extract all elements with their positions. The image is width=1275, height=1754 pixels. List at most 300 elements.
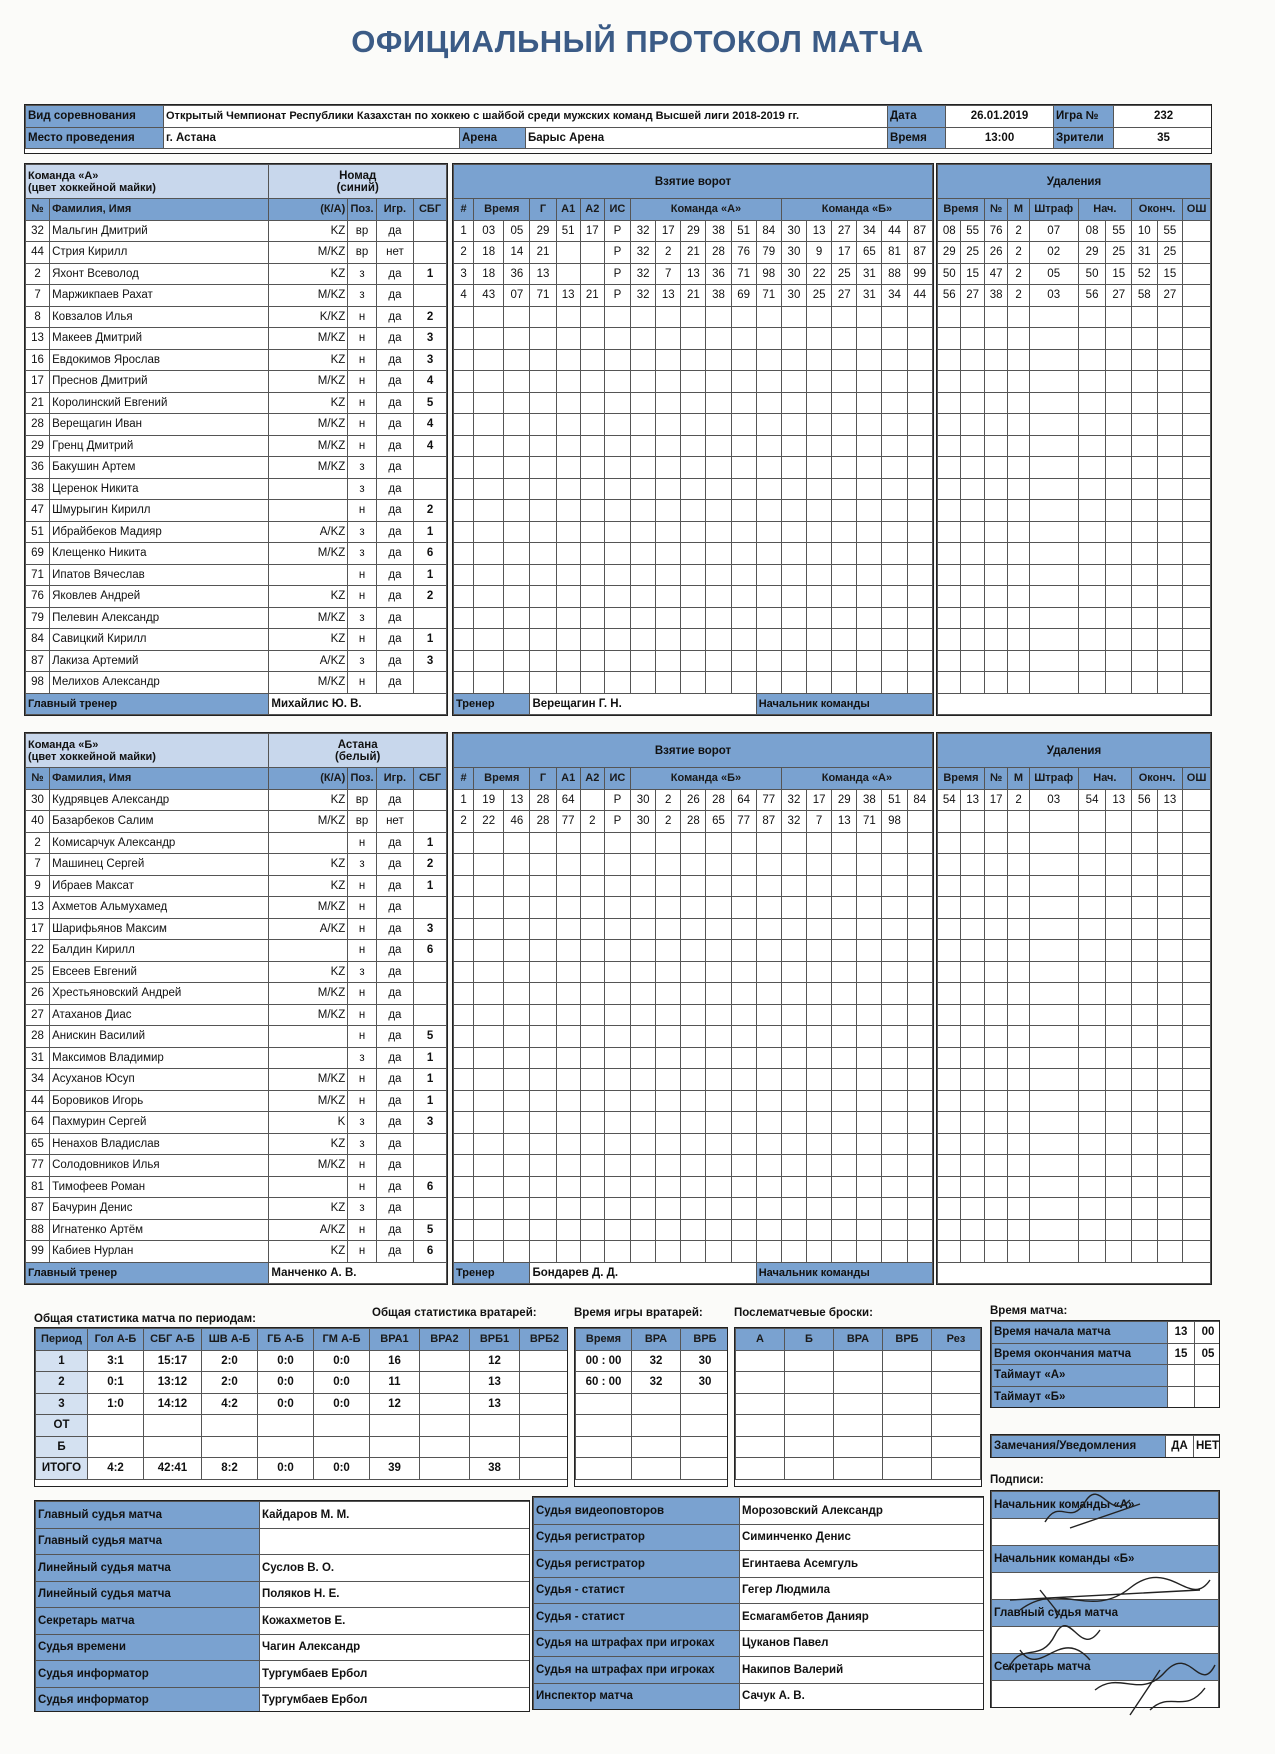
stat-cell [470, 1436, 520, 1458]
player-line: 6 [414, 940, 447, 962]
player-played: да [376, 1219, 413, 1241]
pen-col-num: № [984, 199, 1007, 221]
player-name: Преснов Дмитрий [50, 371, 269, 393]
player-citizenship: M/KZ [269, 672, 348, 694]
stat-cell: ОТ [36, 1415, 88, 1437]
player-line: 1 [414, 1090, 447, 1112]
player-number: 7 [26, 854, 50, 876]
official-name: Суслов В. О. [260, 1555, 531, 1582]
player-name: Маржикпаев Рахат [50, 285, 269, 307]
player-row [26, 811, 447, 833]
official-role: Судья видеоповторов [534, 1498, 740, 1525]
player-citizenship: M/KZ [269, 897, 348, 919]
player-number: 51 [26, 521, 50, 543]
player-row [26, 435, 447, 457]
penalty-cell: 2 [1008, 220, 1029, 242]
player-number: 26 [26, 983, 50, 1005]
on-ice-own: 32 [631, 285, 656, 307]
player-row [26, 328, 447, 350]
on-ice-other: 84 [907, 789, 932, 811]
official-role: Секретарь матча [36, 1608, 260, 1635]
penalty-row [938, 811, 1211, 833]
player-row [26, 1112, 447, 1134]
on-ice-own: 13 [681, 263, 706, 285]
goal-row [454, 543, 933, 565]
penalty-row [938, 263, 1211, 285]
stat-cell: 13:12 [144, 1372, 202, 1394]
goal-number: 4 [454, 285, 474, 307]
player-number: 29 [26, 435, 50, 457]
player-name: Асуханов Юсуп [50, 1069, 269, 1091]
player-number: 9 [26, 875, 50, 897]
stat-cell [258, 1415, 314, 1437]
player-citizenship: KZ [269, 349, 348, 371]
goal-row [454, 263, 933, 285]
player-name: Шмурыгин Кирилл [50, 500, 269, 522]
gk-time-title: Время игры вратарей: [574, 1307, 703, 1319]
penalty-row [938, 961, 1211, 983]
stat-cell [520, 1350, 569, 1372]
goal-number: 1 [454, 220, 474, 242]
player-row [26, 983, 447, 1005]
team_b-penalties [936, 732, 1212, 1285]
pen-col-start: Нач. [1078, 768, 1131, 790]
game-value: 232 [1114, 106, 1212, 128]
penalty-row [938, 457, 1211, 479]
remarks-yes[interactable]: ДА [1166, 1436, 1194, 1458]
player-number: 7 [26, 285, 50, 307]
stat-cell: 12 [470, 1350, 520, 1372]
player-number: 13 [26, 328, 50, 350]
penalty-cell: 31 [1132, 242, 1158, 264]
player-citizenship: K/KZ [269, 306, 348, 328]
player-name: Бачурин Денис [50, 1198, 269, 1220]
on-ice-own: 76 [731, 242, 756, 264]
competition-value: Открытый Чемпионат Республики Казахстан по хоккею с шайбой среди мужских команд Высшей лиги 2018-2019 гг. [164, 106, 888, 128]
on-ice-other: 17 [832, 242, 857, 264]
player-line: 5 [414, 392, 447, 414]
player-row [26, 478, 447, 500]
player-row [26, 371, 447, 393]
on-ice-other: 25 [832, 263, 857, 285]
goal-min: 19 [474, 789, 504, 811]
player-number: 88 [26, 1219, 50, 1241]
official-role: Судья информатор [36, 1661, 260, 1688]
on-ice-other: 13 [807, 220, 832, 242]
player-line [414, 1133, 447, 1155]
goal-row [454, 371, 933, 393]
goal-assist1: 51 [556, 220, 580, 242]
penalty-cell: 03 [1029, 285, 1078, 307]
player-position: н [348, 392, 377, 414]
on-ice-other: 30 [781, 263, 806, 285]
player-position: н [348, 918, 377, 940]
official-name: Тургумбаев Ербол [260, 1661, 531, 1688]
on-ice-other: 22 [807, 263, 832, 285]
player-name: Мальгин Дмитрий [50, 220, 269, 242]
official-role: Судья информатор [36, 1687, 260, 1712]
col-name: Фамилия, Имя [50, 768, 269, 790]
manager-label: Начальник команды [756, 693, 932, 715]
shootout-header: А [736, 1329, 785, 1351]
gk-time-header: Время [576, 1329, 632, 1351]
stat-cell [202, 1436, 258, 1458]
player-played: да [376, 897, 413, 919]
date-value: 26.01.2019 [946, 106, 1054, 128]
player-row [26, 1176, 447, 1198]
stat-row [36, 1372, 569, 1394]
player-name: Макеев Дмитрий [50, 328, 269, 350]
stat-cell [520, 1436, 569, 1458]
player-citizenship: KZ [269, 1133, 348, 1155]
goal-situation: Р [604, 220, 630, 242]
coach-label: Тренер [454, 1262, 530, 1284]
goal-min: 22 [474, 811, 504, 833]
on-ice-own: 65 [706, 811, 731, 833]
penalty-row [938, 392, 1211, 414]
player-position: н [348, 349, 377, 371]
penalty-cell [1183, 789, 1211, 811]
goals-header: Взятие ворот [454, 165, 933, 199]
player-row [26, 1219, 447, 1241]
goal-assist2 [580, 789, 604, 811]
penalty-cell: 13 [961, 789, 984, 811]
arena-label: Арена [460, 127, 526, 149]
official-name: Цуканов Павел [740, 1630, 985, 1657]
penalty-row [938, 629, 1211, 651]
on-ice-other: 98 [882, 811, 907, 833]
player-row [26, 306, 447, 328]
on-ice-other: 32 [781, 811, 806, 833]
player-citizenship: KZ [269, 586, 348, 608]
player-played: да [376, 607, 413, 629]
player-name: Ненахов Владислав [50, 1133, 269, 1155]
player-number: 47 [26, 500, 50, 522]
player-played: да [376, 961, 413, 983]
official-role: Судья на штрафах при игроках [534, 1630, 740, 1657]
player-played: да [376, 263, 413, 285]
player-line: 5 [414, 1219, 447, 1241]
stat-cell: 0:0 [258, 1372, 314, 1394]
player-position: н [348, 414, 377, 436]
player-name: Максимов Владимир [50, 1047, 269, 1069]
player-row [26, 285, 447, 307]
player-row [26, 1241, 447, 1263]
player-line: 3 [414, 1112, 447, 1134]
stat-cell [520, 1415, 569, 1437]
stat-cell: 13 [470, 1393, 520, 1415]
player-position: н [348, 371, 377, 393]
player-citizenship: KZ [269, 854, 348, 876]
goal-row [454, 220, 933, 242]
player-row [26, 672, 447, 694]
goal-col-is: ИС [604, 768, 630, 790]
stat-cell [420, 1350, 470, 1372]
on-ice-own: 7 [656, 263, 681, 285]
team_a-penalties [936, 163, 1212, 716]
player-played: да [376, 1090, 413, 1112]
stat-cell: 0:1 [88, 1372, 144, 1394]
on-ice-own: 21 [681, 242, 706, 264]
remarks-box [990, 1434, 1220, 1458]
player-played: да [376, 650, 413, 672]
player-row [26, 1026, 447, 1048]
penalty-cell: 56 [1132, 789, 1158, 811]
goal-situation: Р [604, 811, 630, 833]
on-ice-own: 30 [631, 789, 656, 811]
penalty-row [938, 586, 1211, 608]
player-name: Шарифьянов Максим [50, 918, 269, 940]
player-name: Базарбеков Салим [50, 811, 269, 833]
shootout-title: Послематчевые броски: [734, 1307, 873, 1319]
stat-cell: 14:12 [144, 1393, 202, 1415]
goal-min: 18 [474, 242, 504, 264]
player-number: 44 [26, 242, 50, 264]
player-row [26, 854, 447, 876]
player-number: 87 [26, 650, 50, 672]
player-citizenship [269, 1026, 348, 1048]
penalty-row [938, 1241, 1211, 1263]
on-ice-other: 38 [857, 789, 882, 811]
official-name: Симинченко Денис [740, 1524, 985, 1551]
penalty-cell: 52 [1132, 263, 1158, 285]
goal-row [454, 983, 933, 1005]
gk-time-header: ВРА [632, 1329, 681, 1351]
official-name: Кожахметов Е. [260, 1608, 531, 1635]
goal-col-time: Время [474, 768, 530, 790]
goal-row [454, 1133, 933, 1155]
player-row [26, 961, 447, 983]
player-position: з [348, 457, 377, 479]
competition-label: Вид соревнования [26, 106, 164, 128]
penalty-cell: 56 [938, 285, 961, 307]
player-citizenship: M/KZ [269, 1069, 348, 1091]
stat-cell: 4:2 [202, 1393, 258, 1415]
on-ice-other: 65 [857, 242, 882, 264]
on-ice-own: 98 [756, 263, 781, 285]
player-line: 1 [414, 1047, 447, 1069]
penalty-cell: 54 [1078, 789, 1106, 811]
stat-header: ШВ А-Б [202, 1329, 258, 1351]
stat-cell: 16 [370, 1350, 420, 1372]
player-position: з [348, 1133, 377, 1155]
player-number: 16 [26, 349, 50, 371]
player-name: Боровиков Игорь [50, 1090, 269, 1112]
stat-row [36, 1393, 569, 1415]
player-position: з [348, 607, 377, 629]
penalty-cell [1183, 220, 1211, 242]
signature-label: Главный судья матча [992, 1600, 1219, 1627]
shootout-header: ВРБ [883, 1329, 932, 1351]
player-line [414, 1155, 447, 1177]
team_b-roster [24, 732, 448, 1285]
player-position: вр [348, 811, 377, 833]
on-ice-other: 9 [807, 242, 832, 264]
penalty-cell: 15 [1106, 263, 1132, 285]
official-role: Главный судья матча [36, 1502, 260, 1529]
on-ice-other: 34 [882, 285, 907, 307]
player-citizenship: A/KZ [269, 650, 348, 672]
player-citizenship [269, 564, 348, 586]
head-coach-label: Главный тренер [26, 1262, 269, 1284]
signature-secretary [1090, 1660, 1220, 1720]
player-position: вр [348, 789, 377, 811]
penalty-cell: 54 [938, 789, 961, 811]
goal-assist1 [556, 263, 580, 285]
player-position: н [348, 1090, 377, 1112]
player-number: 22 [26, 940, 50, 962]
on-ice-own: 77 [731, 811, 756, 833]
player-played: да [376, 1004, 413, 1026]
player-number: 84 [26, 629, 50, 651]
goal-row [454, 306, 933, 328]
penalty-cell: 50 [938, 263, 961, 285]
time-value: 13:00 [946, 127, 1054, 149]
penalties-header: Удаления [938, 165, 1211, 199]
goal-number: 1 [454, 789, 474, 811]
player-row [26, 832, 447, 854]
on-ice-own: 13 [656, 285, 681, 307]
player-citizenship [269, 1047, 348, 1069]
team_b-head-coach: Манченко А. В. [269, 1262, 447, 1284]
player-row [26, 543, 447, 565]
player-number: 13 [26, 897, 50, 919]
player-citizenship: M/KZ [269, 1004, 348, 1026]
player-position: вр [348, 242, 377, 264]
player-row [26, 586, 447, 608]
stat-cell [88, 1436, 144, 1458]
goal-col-a1: А1 [556, 199, 580, 221]
goal-number: 2 [454, 811, 474, 833]
player-citizenship: M/KZ [269, 414, 348, 436]
pen-col-end: Оконч. [1132, 199, 1183, 221]
player-row [26, 263, 447, 285]
on-ice-own: 69 [731, 285, 756, 307]
penalty-row [938, 1112, 1211, 1134]
penalty-row [938, 478, 1211, 500]
goal-col-a1: А1 [556, 768, 580, 790]
player-position: н [348, 1069, 377, 1091]
penalty-cell: 38 [984, 285, 1007, 307]
goal-row [454, 521, 933, 543]
player-position: н [348, 897, 377, 919]
col-pos: Поз. [348, 199, 377, 221]
gk-time-b: 30 [681, 1350, 729, 1372]
team_a-coach: Верещагин Г. Н. [530, 693, 756, 715]
player-number: 76 [26, 586, 50, 608]
goal-row [454, 349, 933, 371]
stat-header: Гол А-Б [88, 1329, 144, 1351]
penalty-row [938, 306, 1211, 328]
player-citizenship: M/KZ [269, 1155, 348, 1177]
player-line: 1 [414, 1069, 447, 1091]
col-play: Игр. [376, 199, 413, 221]
on-ice-other: 31 [857, 263, 882, 285]
on-ice-other: 17 [807, 789, 832, 811]
official-role: Линейный судья матча [36, 1581, 260, 1608]
penalty-row [938, 1026, 1211, 1048]
player-number: 17 [26, 918, 50, 940]
goal-row [454, 1112, 933, 1134]
goal-row [454, 1026, 933, 1048]
on-ice-other: 99 [907, 263, 932, 285]
remarks-no[interactable]: НЕТ [1194, 1436, 1221, 1458]
goal-row [454, 478, 933, 500]
goal-scorer: 21 [530, 242, 556, 264]
player-name: Королинский Евгений [50, 392, 269, 414]
player-position: н [348, 1026, 377, 1048]
penalty-row [938, 983, 1211, 1005]
stat-header: ГБ А-Б [258, 1329, 314, 1351]
goal-row [454, 435, 933, 457]
on-ice-other: 81 [882, 242, 907, 264]
player-played: да [376, 478, 413, 500]
player-number: 99 [26, 1241, 50, 1263]
team_b-label: Команда «Б» (цвет хоккейной майки) [26, 734, 269, 768]
goal-col-time: Время [474, 199, 530, 221]
goal-row [454, 789, 933, 811]
penalty-cell: 55 [1106, 220, 1132, 242]
stat-cell [258, 1436, 314, 1458]
stat-cell: 38 [470, 1458, 520, 1480]
player-played: да [376, 983, 413, 1005]
penalty-cell: 56 [1078, 285, 1106, 307]
player-line [414, 457, 447, 479]
official-name: Чагин Александр [260, 1634, 531, 1661]
official-name [260, 1528, 531, 1555]
official-name: Накипов Валерий [740, 1657, 985, 1684]
goal-sec: 36 [504, 263, 530, 285]
signature-label: Секретарь матча [992, 1654, 1219, 1681]
stat-row [36, 1436, 569, 1458]
on-ice-other: 32 [781, 789, 806, 811]
penalty-cell: 27 [1106, 285, 1132, 307]
player-line: 1 [414, 629, 447, 651]
pen-col-osh: ОШ [1183, 768, 1211, 790]
stat-cell: 2:0 [202, 1350, 258, 1372]
player-line [414, 897, 447, 919]
on-ice-own: 51 [731, 220, 756, 242]
player-line: 6 [414, 543, 447, 565]
stat-cell [144, 1436, 202, 1458]
penalty-row [938, 650, 1211, 672]
penalty-row [938, 435, 1211, 457]
goal-row [454, 1176, 933, 1198]
official-role: Судья времени [36, 1634, 260, 1661]
goal-scorer: 71 [530, 285, 556, 307]
player-line: 6 [414, 1241, 447, 1263]
stat-cell [420, 1458, 470, 1480]
goal-row [454, 875, 933, 897]
player-name: Машинец Сергей [50, 854, 269, 876]
period-stats-table [34, 1327, 568, 1487]
on-ice-own: 36 [706, 263, 731, 285]
player-played: да [376, 500, 413, 522]
on-ice-other: 25 [807, 285, 832, 307]
goal-situation: Р [604, 285, 630, 307]
goal-row [454, 961, 933, 983]
time-label: Время [888, 127, 946, 149]
on-ice-other: 44 [882, 220, 907, 242]
player-row [26, 414, 447, 436]
player-row [26, 500, 447, 522]
on-ice-other: 44 [907, 285, 932, 307]
gk-time-a: 32 [632, 1372, 681, 1394]
penalty-cell: 25 [1106, 242, 1132, 264]
player-number: 44 [26, 1090, 50, 1112]
player-citizenship: M/KZ [269, 328, 348, 350]
penalty-cell: 27 [1157, 285, 1183, 307]
